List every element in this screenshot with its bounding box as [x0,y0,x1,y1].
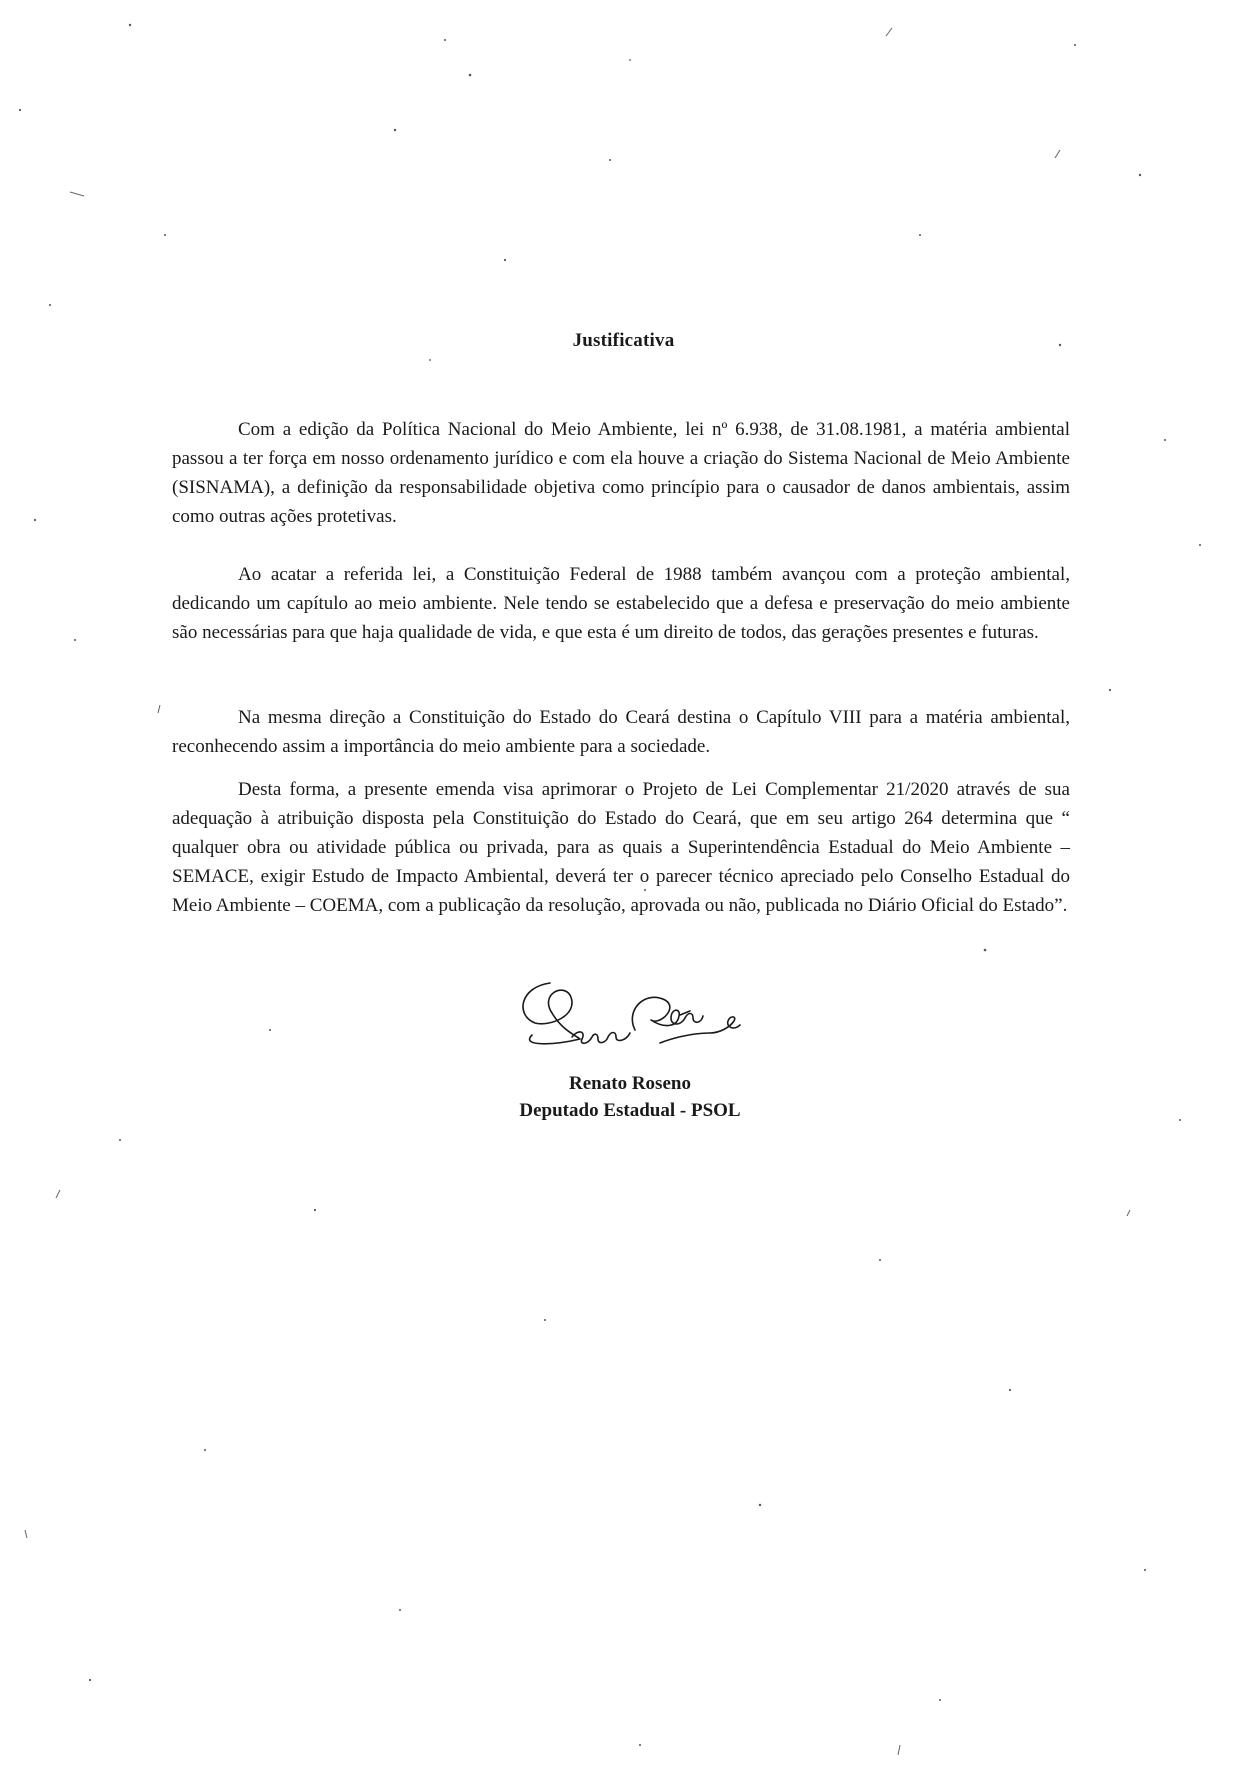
signature-block [410,1070,850,1124]
paragraph-text: Ao acatar a referida lei, a Constituição Federal de 1988 também avançou com a proteção ambiental, dedicando um capítulo ao meio ambiente. Nele tendo se estabelecido que a defesa e preservação do meio ambiente são necessárias para que haja qualidade de vida, e que esta é um direito de todos, das gerações presentes e futuras. [172,564,1070,643]
body-paragraph-2 [172,560,1070,647]
handwritten-signature [510,975,760,1070]
paragraph-text: Com a edição da Política Nacional do Meio Ambiente, lei nº 6.938, de 31.08.1981, a matéria ambiental passou a ter força em nosso ordenamento jurídico e com ela houve a criação do Sistema Nacional de Meio Ambiente (SISNAMA), a definição da responsabilidade objetiva como princípio para o causador de danos ambientais, assim como outras ações protetivas. [172,419,1070,527]
signer-name: Renato Roseno [569,1073,691,1094]
paragraph-text: Desta forma, a presente emenda visa aprimorar o Projeto de Lei Complementar 21/2020 através de sua adequação à atribuição disposta pela Constituição do Estado do Ceará, que em seu artigo 264 determina que “ qualquer obra ou atividade pública ou privada, para as quais a Superintendência Estadual do Meio Ambiente – SEMACE, exigir Estudo de Impacto Ambiental, deverá ter o parecer técnico apreciado pelo Conselho Estadual do Meio Ambiente – COEMA, com a publicação da resolução, aprovada ou não, publicada no Diário Oficial do Estado”. [172,779,1070,916]
body-paragraph-1 [172,415,1070,531]
document-title: Justificativa [572,330,675,351]
signer-role: Deputado Estadual - PSOL [519,1100,741,1121]
body-paragraph-4 [172,775,1070,920]
body-paragraph-3 [172,703,1070,761]
paragraph-text: Na mesma direção a Constituição do Estado do Ceará destina o Capítulo VIII para a matéria ambiental, reconhecendo assim a importância do meio ambiente para a sociedade. [172,707,1070,757]
